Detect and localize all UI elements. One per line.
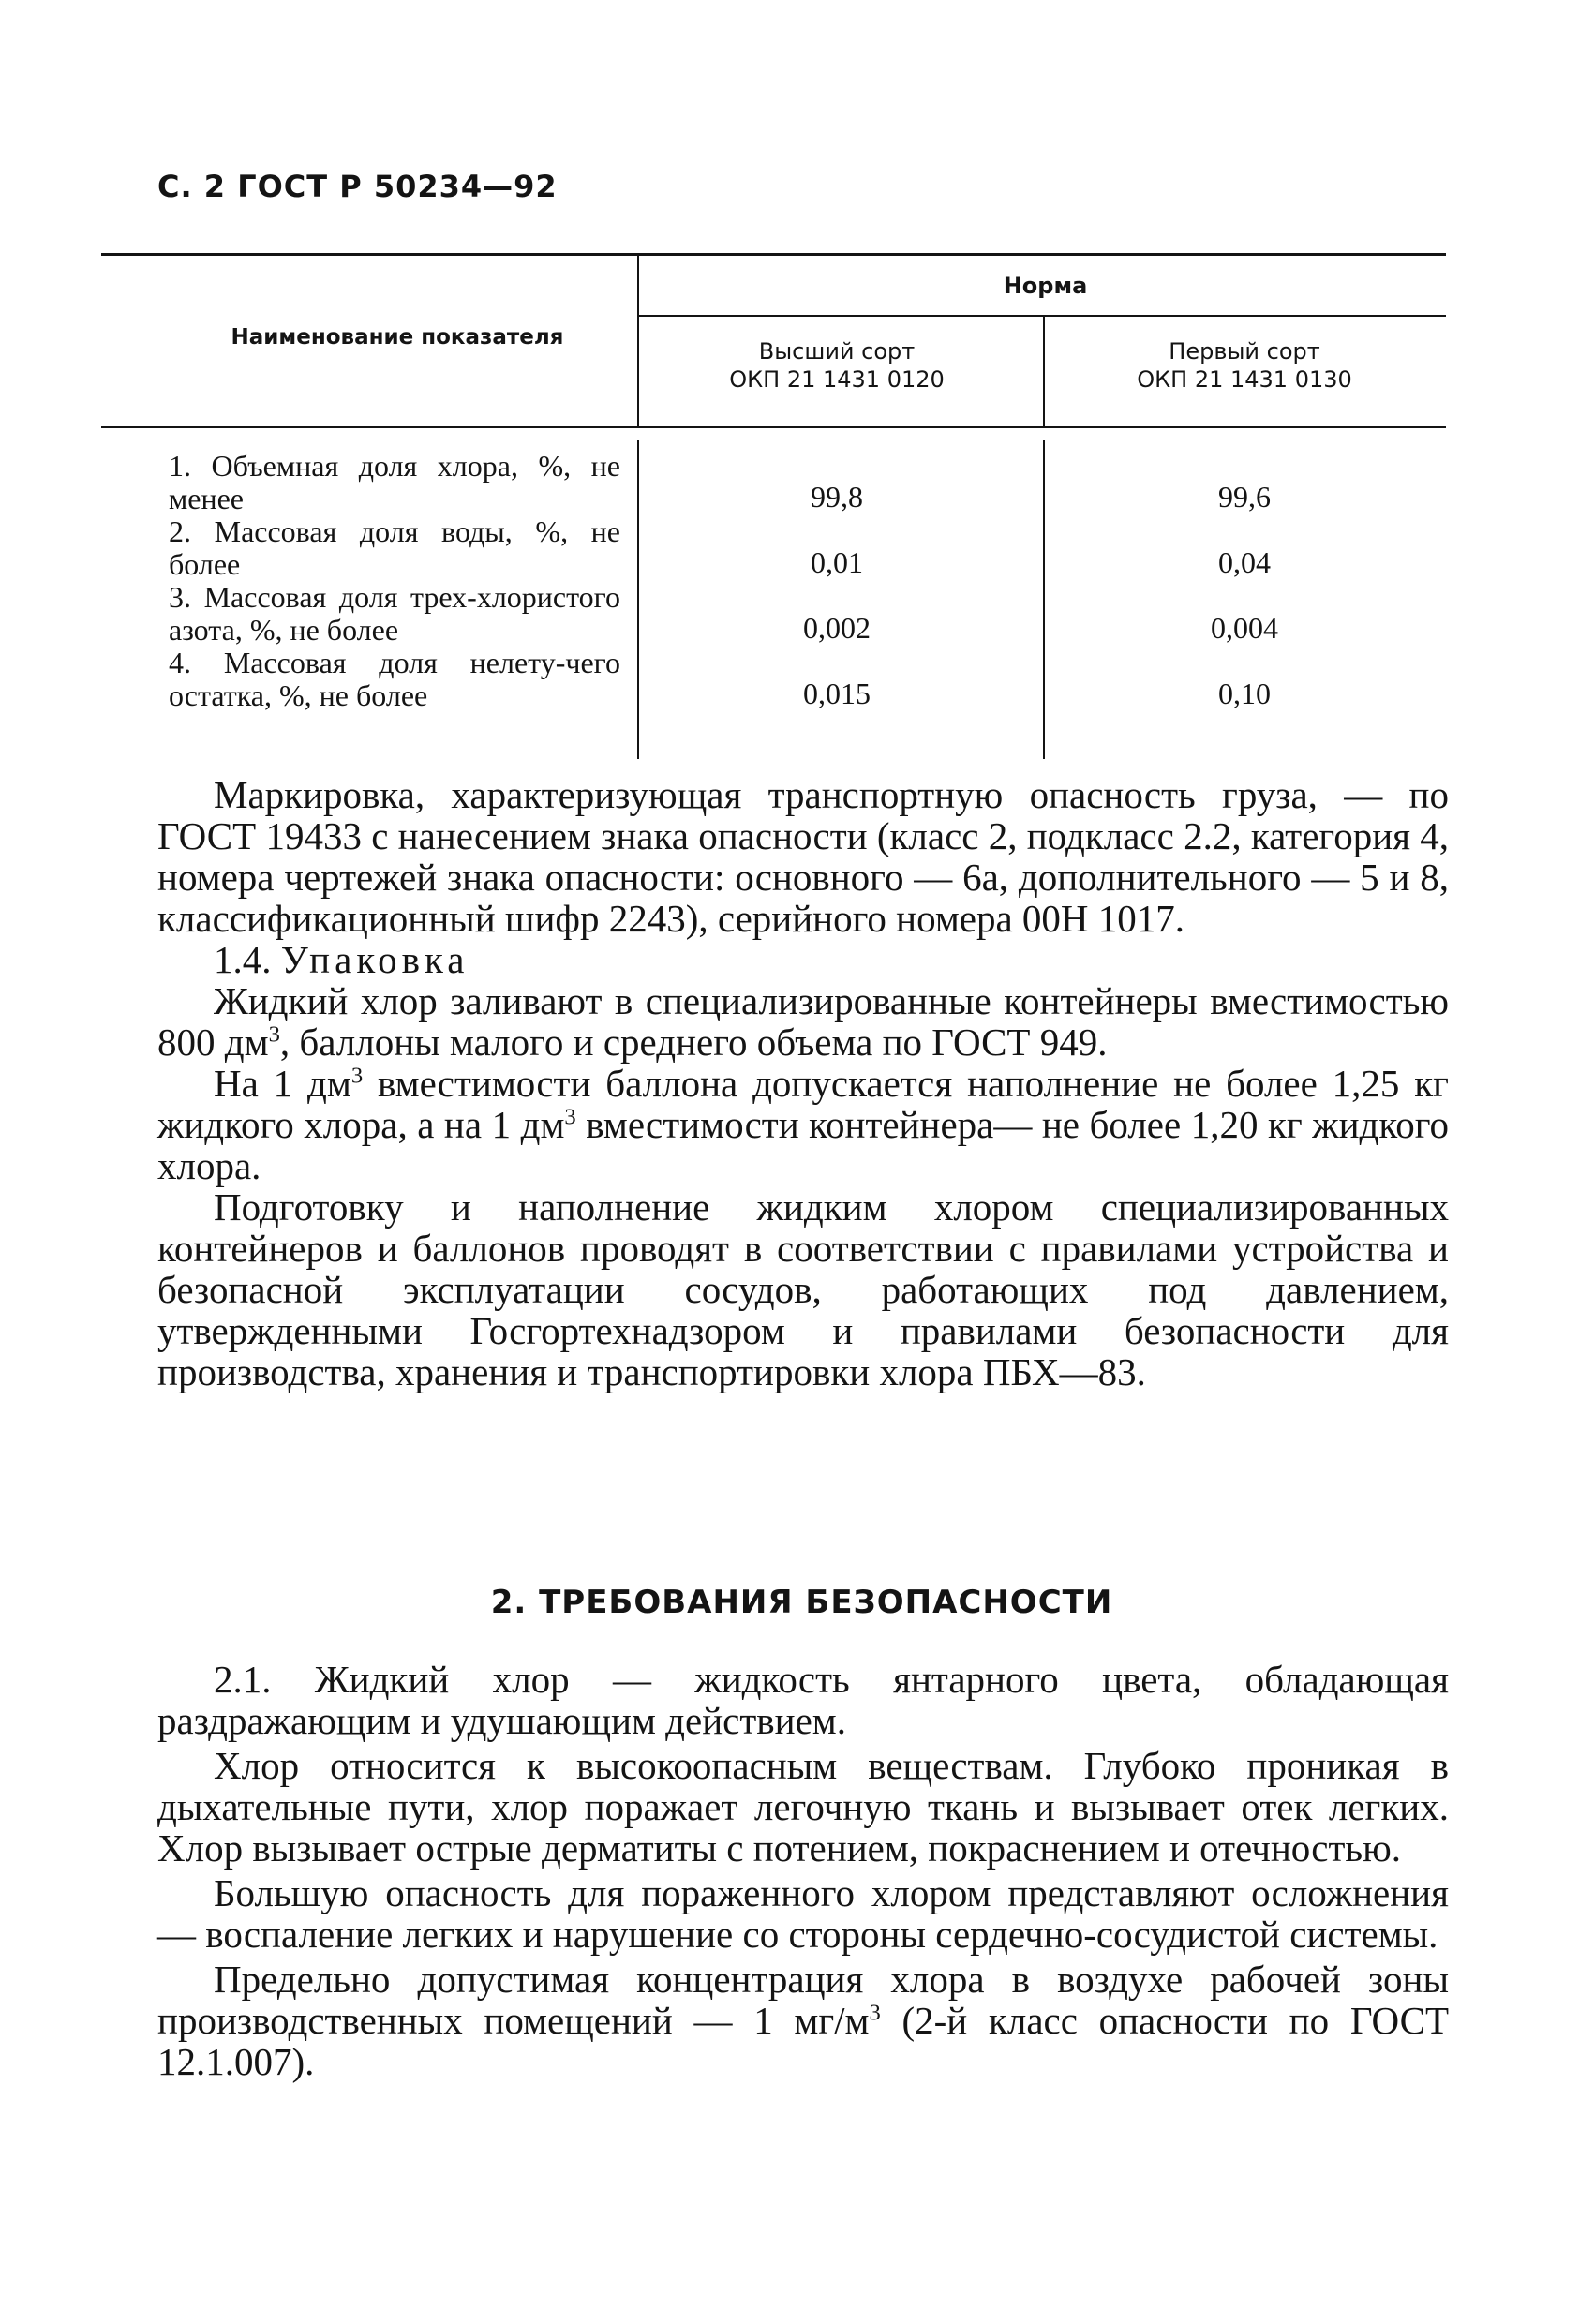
top-grade-value: 99,8	[811, 480, 863, 514]
grade-divider-vertical	[1043, 315, 1045, 427]
safety-paragraph-4	[157, 1959, 1449, 2082]
text-span: Жидкий хлор заливают в специализированные контейнеры вместимостью 800 дм	[157, 979, 1449, 1064]
top-grade-value: 0,01	[811, 545, 863, 579]
indicator-name: 2. Массовая доля воды, %, не более	[169, 514, 620, 581]
top-grade-value: 0,015	[803, 677, 871, 710]
top-grade-label: Высший сорт	[758, 338, 916, 365]
page-header: С. 2 ГОСТ Р 50234—92	[157, 169, 558, 204]
first-grade-value: 0,04	[1218, 545, 1271, 579]
top-grade-code: ОКП 21 1431 0120	[729, 366, 945, 393]
safety-paragraph-2: Хлор относится к высокоопасным веществам. Глубоко проникая в дыхательные пути, хлор поражает легочную ткань и вызывает отек легких. Хлор вызывает острые дерматиты с потением, покраснением и отечностью.	[157, 1744, 1449, 1870]
indicator-name: 3. Массовая доля трех-хлористого азота, %, не более	[169, 580, 620, 647]
column-header-name: Наименование показателя	[231, 325, 564, 350]
superscript: 3	[564, 1104, 576, 1130]
packaging-paragraph-3: Подготовку и наполнение жидким хлором специализированных контейнеров и баллонов проводят в соответствии с правилами устройства и безопасной эксплуатации сосудов, работающих под давлением, утвержденными Госгортехнадзором и правилами безопасности для производства, хранения и транспортировки хлора ПБХ—83.	[157, 1185, 1449, 1393]
text-span: вместимости контейнера— не более 1,20 кг жидкого хлора.	[157, 1103, 1450, 1187]
table-row	[157, 647, 1446, 712]
column-header-first-grade	[1052, 337, 1437, 394]
superscript: 3	[350, 1063, 364, 1089]
superscript: 3	[869, 2000, 881, 2026]
indicator-name: 1. Объемная доля хлора, %, не менее	[169, 449, 620, 515]
first-grade-value: 0,10	[1218, 677, 1271, 710]
first-grade-value: 99,6	[1218, 480, 1271, 514]
text-span: , баллоны малого и среднего объема по ГОСТ 949.	[279, 1020, 1108, 1064]
header-bottom-rule	[101, 426, 1446, 428]
packaging-paragraph-1	[157, 980, 1449, 1063]
packaging-heading	[157, 939, 1449, 980]
table-header-divider-vertical	[637, 253, 639, 426]
packaging-number: 1.4.	[214, 938, 272, 981]
superscript: 3	[268, 1021, 280, 1048]
safety-paragraph-1: 2.1. Жидкий хлор — жидкость янтарного цвета, обладающая раздражающим и удушающим действием.	[157, 1658, 1449, 1742]
first-grade-code: ОКП 21 1431 0130	[1137, 366, 1352, 393]
safety-text	[157, 1659, 1449, 2082]
table-top-rule	[101, 253, 1446, 256]
text-span: Предельно допустимая концентрация хлора в воздухе рабочей зоны производственных помещений — 1 мг/м	[157, 1958, 1449, 2042]
text-span: На 1 дм	[214, 1062, 351, 1105]
safety-paragraph-3: Большую опасность для пораженного хлором представляют осложнения — воспаление легких и нарушение со стороны сердечно-сосудистой системы.	[157, 1871, 1449, 1956]
indicator-name: 4. Массовая доля нелету-чего остатка, %, не более	[169, 646, 620, 712]
text-span: (2-й класс опасности по ГОСТ 12.1.007).	[157, 1999, 1449, 2083]
table-row	[157, 515, 1446, 581]
top-grade-value: 0,002	[803, 611, 871, 645]
specification-table	[157, 253, 1446, 759]
norm-underline-rule	[637, 315, 1446, 317]
section-title: 2. ТРЕБОВАНИЯ БЕЗОПАСНОСТИ	[490, 1584, 1113, 1621]
column-header-norm: Норма	[1003, 273, 1088, 299]
column-header-top-grade	[645, 337, 1029, 394]
first-grade-value: 0,004	[1211, 611, 1278, 645]
packaging-title: Упаковка	[280, 938, 469, 981]
text-span: вместимости баллона допускается наполнение не более 1,25 кг жидкого хлора, а на 1 дм	[157, 1062, 1449, 1146]
table-body	[157, 450, 1446, 712]
main-text	[157, 774, 1449, 1393]
table-row	[157, 450, 1446, 515]
packaging-paragraph-2	[157, 1063, 1449, 1186]
first-grade-label: Первый сорт	[1169, 338, 1320, 365]
marking-paragraph: Маркировка, характеризующая транспортную опасность груза, — по ГОСТ 19433 с нанесением знака опасности (класс 2, подкласс 2.2, категория 4, номера чертежей знака опасности: основного — 6а, дополнительного — 5 и 8, классификационный шифр 2243), серийного номера 00Н 1017.	[157, 773, 1449, 940]
table-row	[157, 581, 1446, 647]
